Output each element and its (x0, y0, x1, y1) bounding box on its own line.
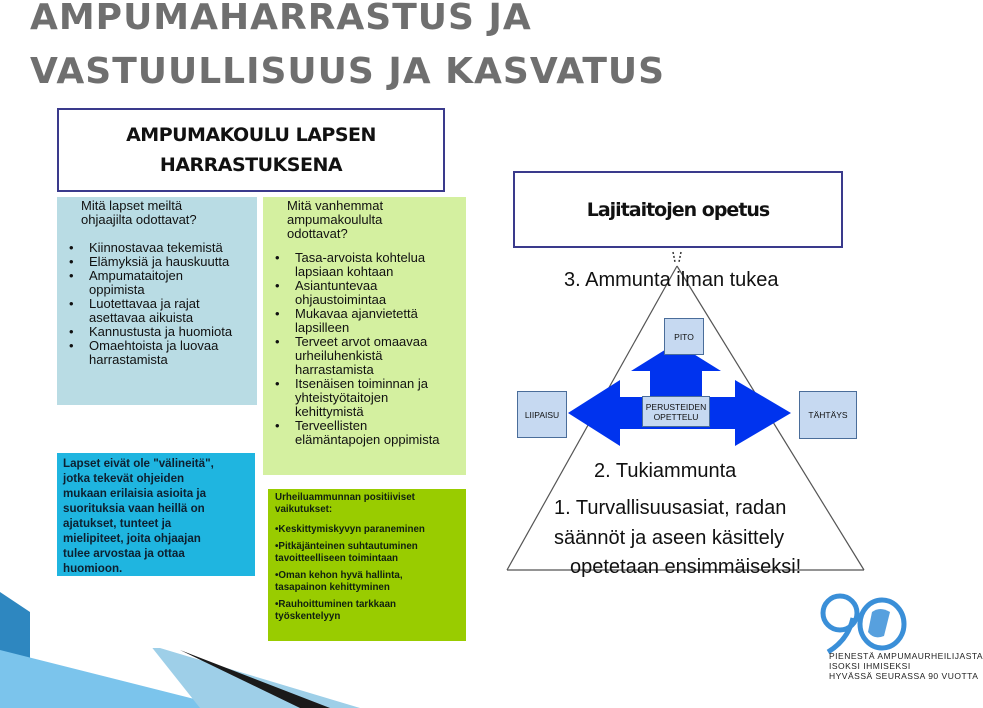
kids-box-heading: Mitä lapset meiltä ohjaajilta odottavat? (81, 198, 197, 227)
level1-label-line1: 1. Turvallisuusasiat, radan (554, 497, 787, 519)
list-item: • Mukavaa ajanvietettä lapsilleen (271, 307, 458, 335)
list-item: • Kiinnostavaa tekemistä (65, 241, 249, 255)
level3-label: 3. Ammunta ilman tukea (564, 269, 779, 291)
list-item: •Rauhoittuminen tarkkaan työskentelyyn (275, 599, 397, 622)
list-item: • Tasa-arvoista kohtelua lapsiaan kohtaan (271, 251, 458, 279)
ampumakoulu-header-line2: HARRASTUKSENA (159, 154, 343, 176)
list-item: • Luotettavaa ja rajat asettavaa aikuista (65, 297, 249, 325)
liipaisu-box: LIIPAISU (517, 391, 567, 438)
lajitaitojen-header: Lajitaitojen opetus (586, 198, 770, 221)
level2-label: 2. Tukiammunta (594, 460, 737, 482)
list-item: • Elämyksiä ja hauskuutta (65, 255, 249, 269)
ampumakoulu-header-line1: AMPUMAKOULU LAPSEN (126, 124, 376, 146)
logo-text-line3: HYVÄSSÄ SEURASSA 90 VUOTTA (829, 671, 979, 681)
list-item: •Pitkäjänteinen suhtautuminen tavoitteelliseen toimintaan (275, 541, 418, 564)
list-item: •Oman kehon hyvä hallinta, tasapainon kehittyminen (275, 570, 403, 593)
children-note-box: Lapset eivät ole "välineitä", jotka tekevät ohjeiden mukaan erilaisia asioita ja suorituksia vaan heillä on ajatukset, tunteet ja mielipiteet, joita ohjaajan tulee arvostaa ja ottaa huomioon. (57, 453, 255, 576)
list-item: •Keskittymiskyvyn paraneminen (275, 524, 425, 535)
level1-label-line3: opetetaan ensimmäiseksi! (570, 556, 802, 578)
slide-title-line1: AMPUMAHARRASTUS JA (30, 0, 532, 38)
parents-box-heading: Mitä vanhemmat ampumakoululta odottavat? (287, 198, 384, 241)
perusteiden-opettelu-box: PERUSTEIDEN OPETTELU (642, 396, 710, 427)
logo-text-line1: PIENESTÄ AMPUMAURHEILIJASTA (829, 651, 983, 661)
pito-box: PITO (664, 318, 704, 355)
level1-label-line2: säännöt ja aseen käsittely (554, 527, 785, 549)
list-item: • Terveellisten elämäntapojen oppimista (271, 419, 458, 447)
list-item: • Terveet arvot omaavaa urheiluhenkistä harrastamista (271, 335, 458, 377)
logo-text-line2: ISOKSI IHMISEKSI (829, 661, 911, 671)
slide-title-line2: VASTUULLISUUS JA KASVATUS (30, 51, 666, 92)
list-item: • Kannustusta ja huomiota (65, 325, 249, 339)
list-item: • Omaehtoista ja luovaa harrastamista (65, 339, 249, 367)
list-item: • Asiantuntevaa ohjaustoimintaa (271, 279, 458, 307)
positive-effects-title: Urheiluammunnan positiiviset vaikutukset: (275, 492, 415, 515)
tahtays-box: TÄHTÄYS (799, 391, 857, 439)
list-item: • Itsenäisen toiminnan ja yhteistyötaitojen kehittymistä (271, 377, 458, 419)
list-item: • Ampumataitojen oppimista (65, 269, 249, 297)
